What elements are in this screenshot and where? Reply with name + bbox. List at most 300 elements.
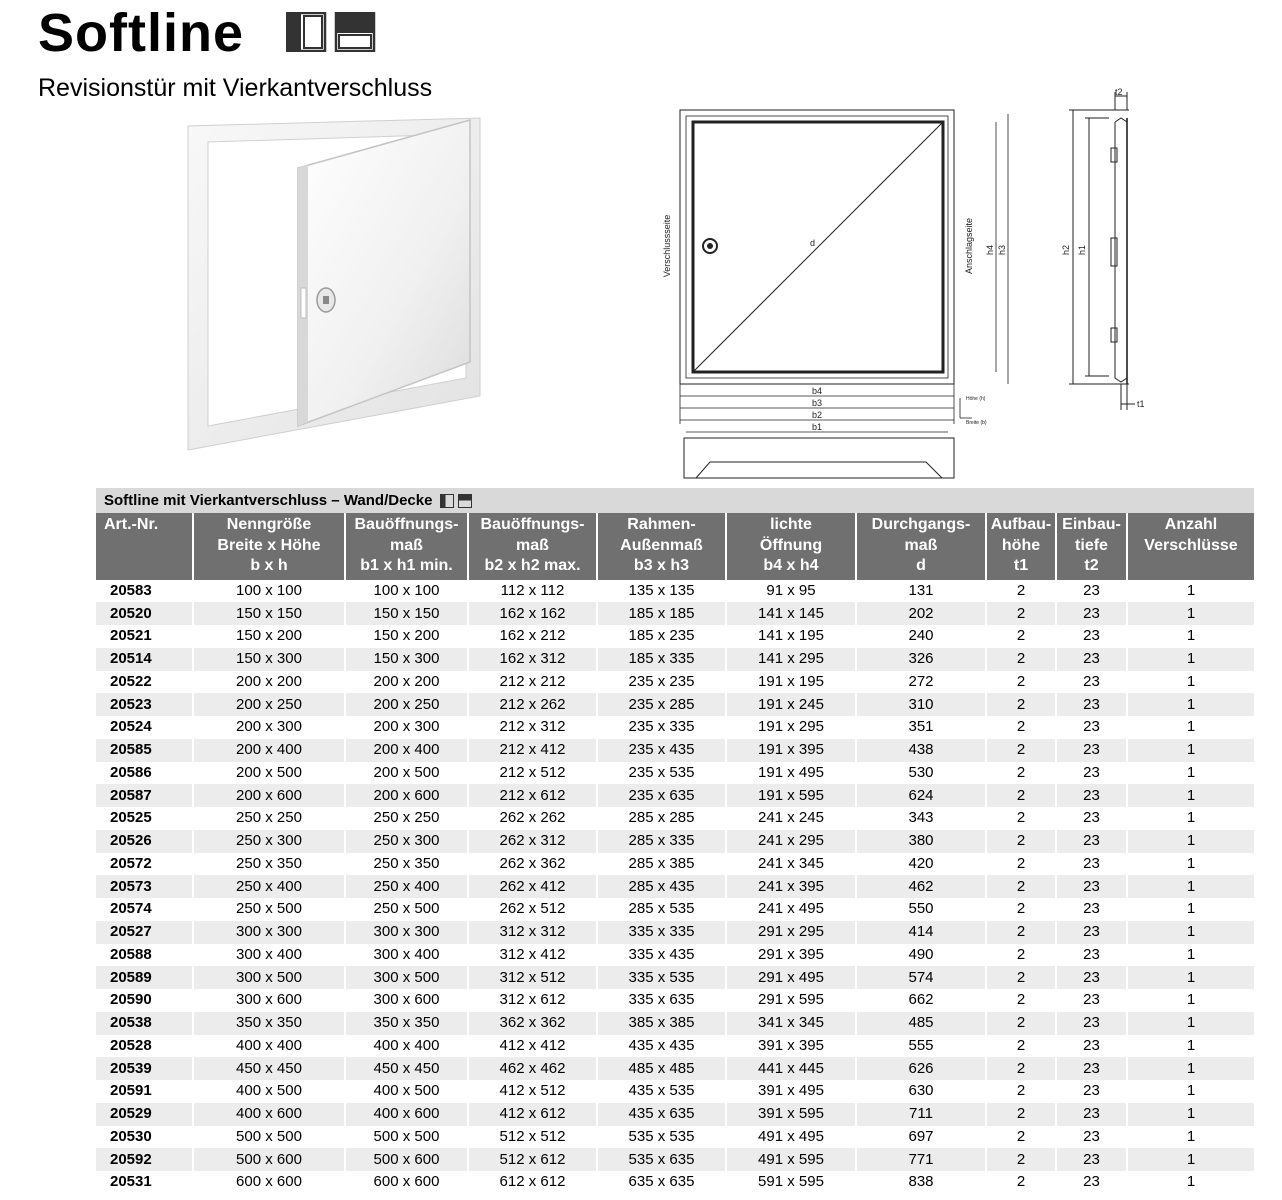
table-row xyxy=(96,671,1254,694)
table-cell: 462 x 462 xyxy=(468,1057,597,1080)
table-row xyxy=(96,762,1254,785)
table-cell: 441 x 445 xyxy=(726,1057,856,1080)
table-cell: 235 x 335 xyxy=(597,716,726,739)
table-cell: 285 x 385 xyxy=(597,853,726,876)
table-cell: 2 xyxy=(986,739,1056,762)
label-h2: h2 xyxy=(1061,244,1071,256)
table-cell: 285 x 285 xyxy=(597,807,726,830)
table-cell: 235 x 635 xyxy=(597,784,726,807)
table-cell: 535 x 535 xyxy=(597,1126,726,1149)
article-number-cell: 20592 xyxy=(96,1148,193,1171)
table-cell: 141 x 195 xyxy=(726,625,856,648)
label-verschlussseite: Verschlussseite xyxy=(662,214,672,278)
table-cell: 191 x 595 xyxy=(726,784,856,807)
column-header-line: Rahmen- xyxy=(627,516,696,533)
table-cell: 491 x 495 xyxy=(726,1126,856,1149)
table-cell: 2 xyxy=(986,602,1056,625)
table-cell: 2 xyxy=(986,762,1056,785)
table-cell: 500 x 600 xyxy=(193,1148,345,1171)
table-row xyxy=(96,716,1254,739)
table-cell: 1 xyxy=(1127,1080,1254,1103)
article-number-cell: 20526 xyxy=(96,830,193,853)
table-cell: 385 x 385 xyxy=(597,1012,726,1035)
table-cell: 262 x 362 xyxy=(468,853,597,876)
table-cell: 600 x 600 xyxy=(345,1171,468,1194)
table-cell: 240 xyxy=(856,625,986,648)
table-cell: 2 xyxy=(986,1035,1056,1058)
table-cell: 23 xyxy=(1056,1103,1127,1126)
table-cell: 550 xyxy=(856,898,986,921)
column-header-line: tiefe xyxy=(1075,536,1108,554)
table-cell: 414 xyxy=(856,921,986,944)
table-cell: 485 x 485 xyxy=(597,1057,726,1080)
table-cell: 141 x 295 xyxy=(726,648,856,671)
table-cell: 191 x 395 xyxy=(726,739,856,762)
table-cell: 212 x 312 xyxy=(468,716,597,739)
table-cell: 250 x 400 xyxy=(345,875,468,898)
table-cell: 400 x 500 xyxy=(193,1080,345,1103)
column-header xyxy=(345,513,468,580)
table-cell: 150 x 200 xyxy=(345,625,468,648)
table-cell: 150 x 150 xyxy=(345,602,468,625)
table-cell: 235 x 285 xyxy=(597,693,726,716)
label-t1: t1 xyxy=(1137,399,1145,409)
table-cell: 200 x 400 xyxy=(193,739,345,762)
table-cell: 23 xyxy=(1056,671,1127,694)
table-row xyxy=(96,580,1254,603)
article-number-cell: 20573 xyxy=(96,875,193,898)
article-number-cell: 20514 xyxy=(96,648,193,671)
table-cell: 435 x 535 xyxy=(597,1080,726,1103)
table-cell: 412 x 512 xyxy=(468,1080,597,1103)
column-header-line: Außenmaß xyxy=(620,536,703,554)
table-cell: 450 x 450 xyxy=(193,1057,345,1080)
article-number-cell: 20585 xyxy=(96,739,193,762)
side-technical-drawing xyxy=(1055,88,1155,423)
column-header-line: Art.-Nr. xyxy=(104,516,159,533)
table-cell: 2 xyxy=(986,648,1056,671)
table-row xyxy=(96,1080,1254,1103)
table-cell: 262 x 512 xyxy=(468,898,597,921)
article-number-cell: 20587 xyxy=(96,784,193,807)
table-cell: 212 x 612 xyxy=(468,784,597,807)
table-cell: 662 xyxy=(856,989,986,1012)
table-cell: 250 x 300 xyxy=(193,830,345,853)
table-cell: 212 x 212 xyxy=(468,671,597,694)
table-cell: 1 xyxy=(1127,807,1254,830)
column-header-line: Öffnung xyxy=(759,536,823,554)
table-cell: 2 xyxy=(986,853,1056,876)
table-cell: 272 xyxy=(856,671,986,694)
table-cell: 838 xyxy=(856,1171,986,1194)
table-cell: 1 xyxy=(1127,1103,1254,1126)
table-cell: 1 xyxy=(1127,989,1254,1012)
table-cell: 435 x 635 xyxy=(597,1103,726,1126)
table-cell: 350 x 350 xyxy=(193,1012,345,1035)
table-cell: 23 xyxy=(1056,602,1127,625)
table-cell: 335 x 335 xyxy=(597,921,726,944)
table-cell: 400 x 600 xyxy=(193,1103,345,1126)
table-cell: 162 x 162 xyxy=(468,602,597,625)
column-header-line: Nenngröße xyxy=(226,516,312,533)
table-cell: 23 xyxy=(1056,648,1127,671)
table-cell: 450 x 450 xyxy=(345,1057,468,1080)
column-header-line: t2 xyxy=(1084,557,1099,574)
table-cell: 23 xyxy=(1056,830,1127,853)
table-cell: 162 x 312 xyxy=(468,648,597,671)
table-cell: 291 x 295 xyxy=(726,921,856,944)
ceiling-mount-icon xyxy=(336,13,374,51)
table-row xyxy=(96,739,1254,762)
table-row xyxy=(96,921,1254,944)
table-cell: 2 xyxy=(986,1057,1056,1080)
article-number-cell: 20524 xyxy=(96,716,193,739)
table-cell: 112 x 112 xyxy=(468,580,597,603)
table-cell: 300 x 400 xyxy=(345,944,468,967)
label-t2: t2 xyxy=(1115,88,1123,97)
table-cell: 23 xyxy=(1056,739,1127,762)
table-cell: 1 xyxy=(1127,648,1254,671)
table-cell: 23 xyxy=(1056,1012,1127,1035)
table-cell: 23 xyxy=(1056,1035,1127,1058)
table-row xyxy=(96,898,1254,921)
table-cell: 131 xyxy=(856,580,986,603)
table-cell: 1 xyxy=(1127,875,1254,898)
article-number-cell: 20539 xyxy=(96,1057,193,1080)
column-header-line: Durchgangs- xyxy=(871,516,971,533)
table-cell: 2 xyxy=(986,1080,1056,1103)
column-header-line: Aufbau- xyxy=(990,516,1052,533)
table-cell: 23 xyxy=(1056,1148,1127,1171)
table-cell: 2 xyxy=(986,693,1056,716)
table-cell: 1 xyxy=(1127,966,1254,989)
table-cell: 300 x 600 xyxy=(345,989,468,1012)
table-cell: 635 x 635 xyxy=(597,1171,726,1194)
table-row xyxy=(96,625,1254,648)
table-cell: 600 x 600 xyxy=(193,1171,345,1194)
table-cell: 500 x 500 xyxy=(345,1126,468,1149)
table-cell: 2 xyxy=(986,898,1056,921)
table-cell: 2 xyxy=(986,1126,1056,1149)
table-cell: 591 x 595 xyxy=(726,1171,856,1194)
table-cell: 697 xyxy=(856,1126,986,1149)
table-cell: 185 x 335 xyxy=(597,648,726,671)
table-cell: 1 xyxy=(1127,921,1254,944)
table-cell: 2 xyxy=(986,580,1056,603)
table-cell: 391 x 595 xyxy=(726,1103,856,1126)
table-cell: 135 x 135 xyxy=(597,580,726,603)
table-cell: 235 x 435 xyxy=(597,739,726,762)
table-cell: 343 xyxy=(856,807,986,830)
table-cell: 200 x 400 xyxy=(345,739,468,762)
table-cell: 2 xyxy=(986,830,1056,853)
table-cell: 23 xyxy=(1056,1126,1127,1149)
table-cell: 241 x 245 xyxy=(726,807,856,830)
table-row xyxy=(96,1035,1254,1058)
label-hoehe: Höhe (h) xyxy=(966,396,986,402)
column-header xyxy=(986,513,1056,580)
table-header-row xyxy=(96,513,1254,580)
table-cell: 1 xyxy=(1127,1057,1254,1080)
table-cell: 300 x 600 xyxy=(193,989,345,1012)
table-cell: 326 xyxy=(856,648,986,671)
article-number-cell: 20583 xyxy=(96,580,193,603)
table-cell: 23 xyxy=(1056,1171,1127,1194)
table-cell: 1 xyxy=(1127,580,1254,603)
table-cell: 200 x 200 xyxy=(193,671,345,694)
front-technical-drawing xyxy=(660,88,1020,493)
table-cell: 420 xyxy=(856,853,986,876)
table-cell: 185 x 185 xyxy=(597,602,726,625)
table-cell: 771 xyxy=(856,1148,986,1171)
column-header-line: höhe xyxy=(1001,536,1041,554)
table-cell: 2 xyxy=(986,1148,1056,1171)
column-header-line: b1 x h1 min. xyxy=(360,557,453,574)
column-header-line: maß xyxy=(516,536,549,554)
table-cell: 1 xyxy=(1127,1148,1254,1171)
column-header-line: b x h xyxy=(250,557,288,574)
table-cell: 491 x 595 xyxy=(726,1148,856,1171)
table-cell: 624 xyxy=(856,784,986,807)
table-cell: 262 x 262 xyxy=(468,807,597,830)
table-cell: 191 x 495 xyxy=(726,762,856,785)
table-cell: 351 xyxy=(856,716,986,739)
table-cell: 250 x 500 xyxy=(193,898,345,921)
table-cell: 391 x 395 xyxy=(726,1035,856,1058)
wall-ceiling-mount-icons xyxy=(286,12,376,57)
table-cell: 250 x 300 xyxy=(345,830,468,853)
table-cell: 285 x 435 xyxy=(597,875,726,898)
table-cell: 23 xyxy=(1056,580,1127,603)
table-cell: 412 x 412 xyxy=(468,1035,597,1058)
table-cell: 100 x 100 xyxy=(345,580,468,603)
table-cell: 23 xyxy=(1056,807,1127,830)
label-breite: Breite (b) xyxy=(966,420,987,426)
table-cell: 300 x 400 xyxy=(193,944,345,967)
table-cell: 2 xyxy=(986,784,1056,807)
table-cell: 23 xyxy=(1056,921,1127,944)
table-cell: 400 x 400 xyxy=(193,1035,345,1058)
table-cell: 141 x 145 xyxy=(726,602,856,625)
table-cell: 335 x 635 xyxy=(597,989,726,1012)
table-cell: 191 x 245 xyxy=(726,693,856,716)
table-cell: 262 x 312 xyxy=(468,830,597,853)
table-cell: 612 x 612 xyxy=(468,1171,597,1194)
article-number-cell: 20590 xyxy=(96,989,193,1012)
article-number-cell: 20522 xyxy=(96,671,193,694)
table-cell: 2 xyxy=(986,921,1056,944)
table-cell: 1 xyxy=(1127,853,1254,876)
table-cell: 235 x 535 xyxy=(597,762,726,785)
table-cell: 241 x 395 xyxy=(726,875,856,898)
column-header-line: t1 xyxy=(1013,557,1029,574)
table-cell: 1 xyxy=(1127,671,1254,694)
column-header xyxy=(193,513,345,580)
table-cell: 150 x 300 xyxy=(193,648,345,671)
article-number-cell: 20538 xyxy=(96,1012,193,1035)
table-cell: 23 xyxy=(1056,1057,1127,1080)
label-b4: b4 xyxy=(811,386,823,396)
table-cell: 2 xyxy=(986,716,1056,739)
table-cell: 555 xyxy=(856,1035,986,1058)
table-row xyxy=(96,1103,1254,1126)
table-cell: 200 x 250 xyxy=(193,693,345,716)
table-cell: 1 xyxy=(1127,784,1254,807)
table-cell: 23 xyxy=(1056,853,1127,876)
table-cell: 1 xyxy=(1127,625,1254,648)
table-cell: 241 x 495 xyxy=(726,898,856,921)
table-cell: 200 x 250 xyxy=(345,693,468,716)
table-cell: 626 xyxy=(856,1057,986,1080)
column-header-line: Einbau- xyxy=(1062,516,1121,533)
table-row xyxy=(96,853,1254,876)
table-cell: 235 x 235 xyxy=(597,671,726,694)
table-cell: 1 xyxy=(1127,1126,1254,1149)
page-title: Softline xyxy=(38,3,244,63)
table-cell: 312 x 512 xyxy=(468,966,597,989)
label-h3: h3 xyxy=(997,244,1007,256)
article-number-cell: 20531 xyxy=(96,1171,193,1194)
caption-mount-icons xyxy=(440,494,474,508)
table-cell: 391 x 495 xyxy=(726,1080,856,1103)
table-cell: 2 xyxy=(986,944,1056,967)
column-header xyxy=(96,513,193,580)
table-cell: 191 x 295 xyxy=(726,716,856,739)
table-cell: 23 xyxy=(1056,898,1127,921)
table-cell: 512 x 612 xyxy=(468,1148,597,1171)
column-header-line: Bauöffnungs- xyxy=(354,516,459,533)
table-cell: 262 x 412 xyxy=(468,875,597,898)
label-h1: h1 xyxy=(1077,244,1087,256)
table-row xyxy=(96,807,1254,830)
table-cell: 285 x 535 xyxy=(597,898,726,921)
table-cell: 23 xyxy=(1056,784,1127,807)
table-cell: 162 x 212 xyxy=(468,625,597,648)
column-header-line: Verschlüsse xyxy=(1144,536,1238,554)
table-cell: 300 x 500 xyxy=(193,966,345,989)
column-header xyxy=(1056,513,1127,580)
table-cell: 150 x 300 xyxy=(345,648,468,671)
column-header-line: b3 x h3 xyxy=(633,557,690,574)
table-caption xyxy=(96,488,1254,513)
table-cell: 200 x 500 xyxy=(193,762,345,785)
table-cell: 285 x 335 xyxy=(597,830,726,853)
table-caption-text: Softline mit Vierkantverschluss – Wand/Decke xyxy=(104,492,433,509)
table-row xyxy=(96,784,1254,807)
table-cell: 1 xyxy=(1127,1012,1254,1035)
table-cell: 380 xyxy=(856,830,986,853)
table-cell: 2 xyxy=(986,671,1056,694)
table-cell: 535 x 635 xyxy=(597,1148,726,1171)
table-cell: 250 x 350 xyxy=(345,853,468,876)
wall-mount-icon xyxy=(287,13,325,51)
column-header-line: d xyxy=(916,557,926,574)
table-cell: 212 x 262 xyxy=(468,693,597,716)
column-header-line: b4 x h4 xyxy=(763,557,819,574)
label-anschlagseite: Anschlagseite xyxy=(964,217,974,275)
table-cell: 250 x 250 xyxy=(345,807,468,830)
table-cell: 2 xyxy=(986,625,1056,648)
column-header xyxy=(597,513,726,580)
article-number-cell: 20523 xyxy=(96,693,193,716)
table-cell: 485 xyxy=(856,1012,986,1035)
article-number-cell: 20591 xyxy=(96,1080,193,1103)
table-cell: 191 x 195 xyxy=(726,671,856,694)
table-cell: 312 x 312 xyxy=(468,921,597,944)
table-cell: 2 xyxy=(986,1171,1056,1194)
table-cell: 1 xyxy=(1127,830,1254,853)
table-cell: 2 xyxy=(986,966,1056,989)
table-cell: 212 x 512 xyxy=(468,762,597,785)
table-cell: 574 xyxy=(856,966,986,989)
table-cell: 490 xyxy=(856,944,986,967)
table-cell: 291 x 595 xyxy=(726,989,856,1012)
table-cell: 23 xyxy=(1056,693,1127,716)
table-cell: 2 xyxy=(986,875,1056,898)
table-cell: 500 x 500 xyxy=(193,1126,345,1149)
article-number-cell: 20530 xyxy=(96,1126,193,1149)
table-cell: 400 x 400 xyxy=(345,1035,468,1058)
article-number-cell: 20528 xyxy=(96,1035,193,1058)
table-cell: 1 xyxy=(1127,739,1254,762)
table-cell: 1 xyxy=(1127,944,1254,967)
column-header-line: Breite x Höhe xyxy=(217,536,321,554)
table-cell: 200 x 300 xyxy=(345,716,468,739)
article-number-cell: 20521 xyxy=(96,625,193,648)
article-number-cell: 20588 xyxy=(96,944,193,967)
column-header xyxy=(726,513,856,580)
table-cell: 150 x 150 xyxy=(193,602,345,625)
table-cell: 362 x 362 xyxy=(468,1012,597,1035)
table-cell: 1 xyxy=(1127,898,1254,921)
article-number-cell: 20574 xyxy=(96,898,193,921)
table-row xyxy=(96,1171,1254,1194)
column-header-line: b2 x h2 max. xyxy=(484,557,581,574)
table-cell: 300 x 500 xyxy=(345,966,468,989)
table-cell: 100 x 100 xyxy=(193,580,345,603)
table-cell: 241 x 295 xyxy=(726,830,856,853)
column-header-line: maß xyxy=(904,536,938,554)
table-cell: 185 x 235 xyxy=(597,625,726,648)
table-cell: 462 xyxy=(856,875,986,898)
table-cell: 300 x 300 xyxy=(193,921,345,944)
table-cell: 1 xyxy=(1127,1171,1254,1194)
table-cell: 2 xyxy=(986,1012,1056,1035)
label-b1: b1 xyxy=(811,422,823,432)
table-cell: 23 xyxy=(1056,944,1127,967)
table-cell: 23 xyxy=(1056,762,1127,785)
article-number-cell: 20527 xyxy=(96,921,193,944)
column-header-line: lichte xyxy=(770,516,812,533)
column-header xyxy=(1127,513,1254,580)
table-cell: 400 x 600 xyxy=(345,1103,468,1126)
table-cell: 350 x 350 xyxy=(345,1012,468,1035)
table-row xyxy=(96,830,1254,853)
table-row xyxy=(96,944,1254,967)
table-cell: 300 x 300 xyxy=(345,921,468,944)
table-cell: 1 xyxy=(1127,602,1254,625)
table-cell: 91 x 95 xyxy=(726,580,856,603)
table-cell: 335 x 535 xyxy=(597,966,726,989)
table-cell: 312 x 412 xyxy=(468,944,597,967)
table-cell: 412 x 612 xyxy=(468,1103,597,1126)
article-number-cell: 20589 xyxy=(96,966,193,989)
column-header-line: Anzahl xyxy=(1164,516,1218,533)
article-number-cell: 20586 xyxy=(96,762,193,785)
table-row xyxy=(96,1012,1254,1035)
page-subtitle: Revisionstür mit Vierkantverschluss xyxy=(38,74,433,102)
label-b2: b2 xyxy=(811,410,823,420)
